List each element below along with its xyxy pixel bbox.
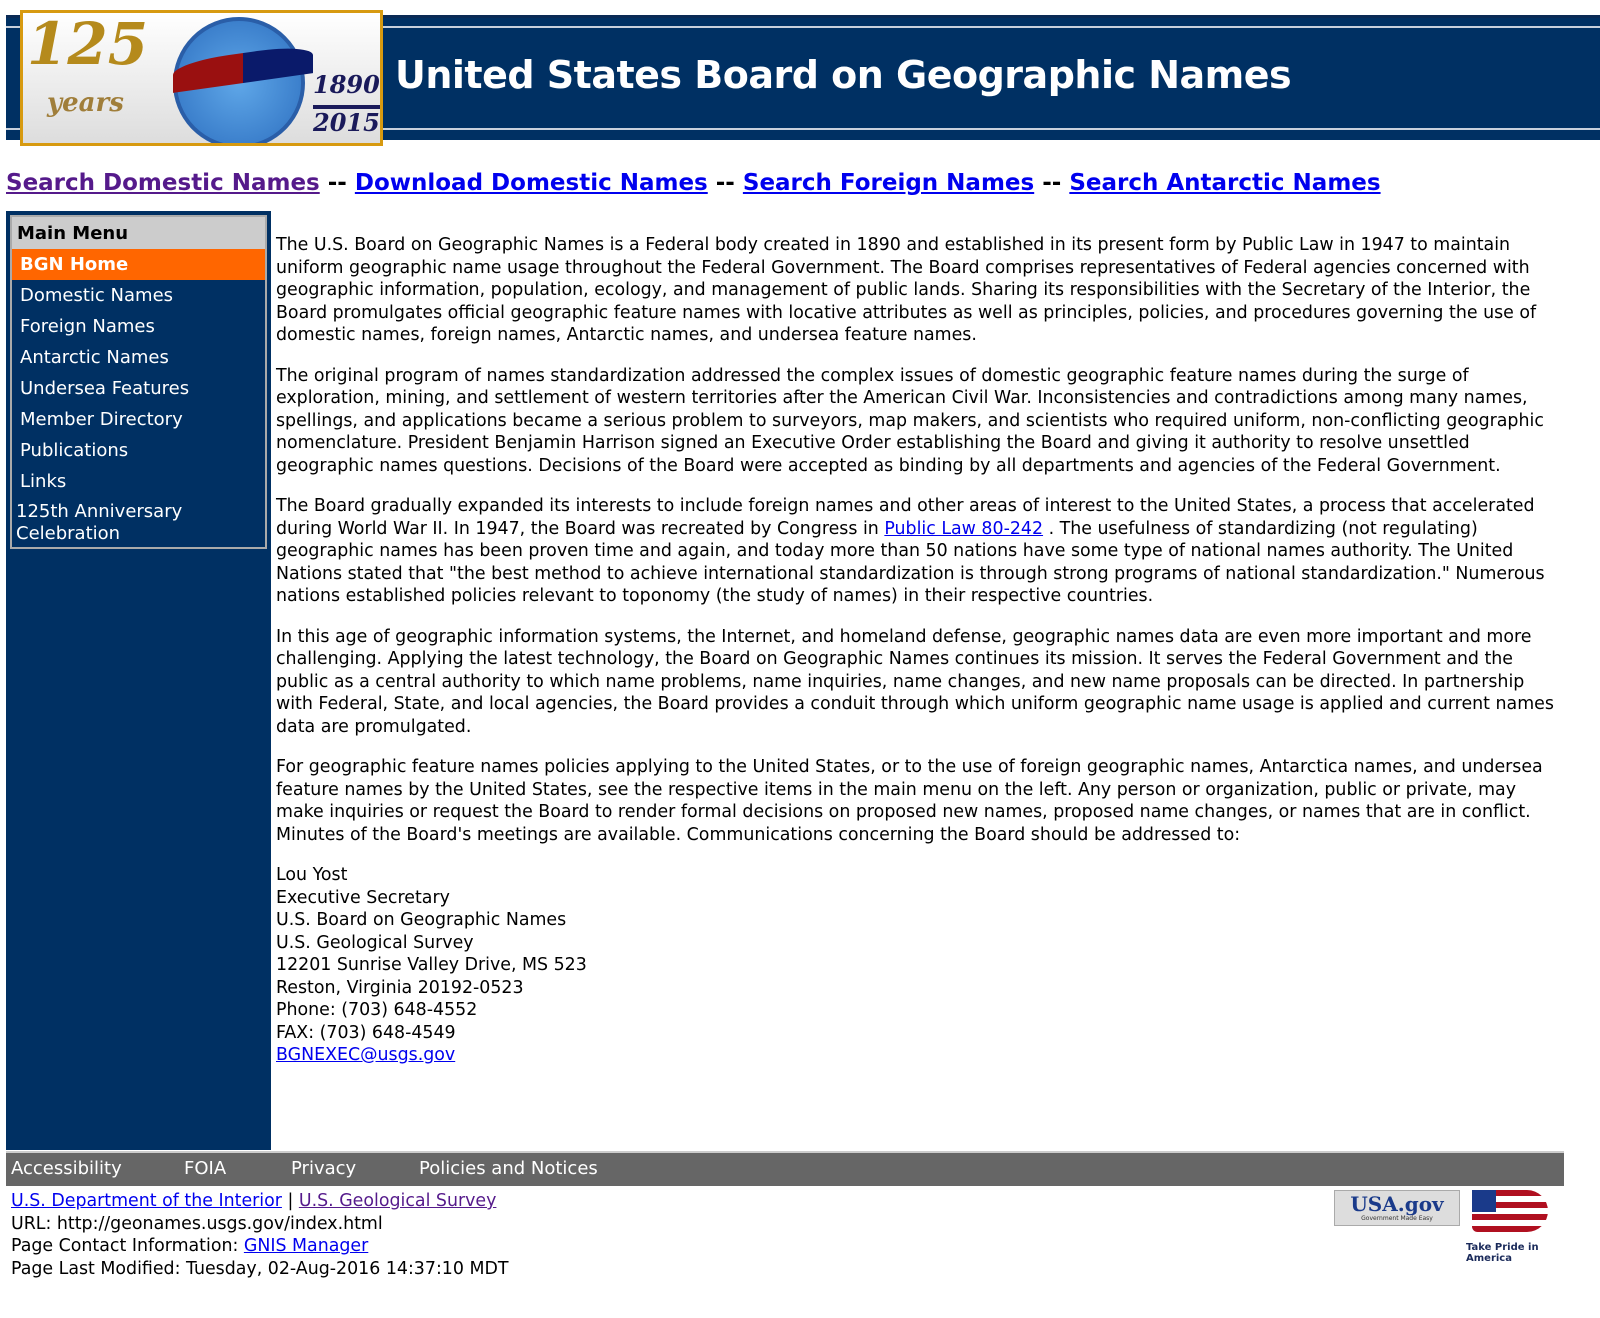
paragraph: The Board gradually expanded its interests to include foreign names and other areas of interest to the United States, a process that accelerated during World War II. In 1947, the Board was recreated by Congress in Public Law 80-242 . The usefulness of standardizing (not regulating) geographic names has been proven time and again, and today more than 50 nations have some type of national names authority. The United Nations stated that "the best method to achieve international standardization is through strong programs of national standardization." Numerous nations established policies relevant to toponomy (the study of names) in their respective countries. [276,496,1545,606]
flag-icon [1472,1190,1548,1232]
site-title: United States Board on Geographic Names [395,53,1292,97]
page-url: URL: http://geonames.usgs.gov/index.html [11,1213,383,1234]
contact-address: Lou Yost Executive Secretary U.S. Board on Geographic Names U.S. Geological Survey 12201 Sunrise Valley Drive, MS 523 Reston, Virginia 20192-0523 Phone: (703) 648-4552 FAX: (703) 648-4549 BGNEXEC@usgs.gov [276,865,587,1065]
footer: U.S. Department of the Interior | U.S. Geological Survey URL: http://geonames.usgs.gov/index.html Page Contact Information: GNIS Manager Page Last Modified: Tuesday, 02-Aug-2016 14:37:10 MDT [11,1191,509,1279]
foia-link[interactable]: FOIA [184,1158,227,1179]
accessibility-link[interactable]: Accessibility [11,1158,122,1179]
public-law-link[interactable]: Public Law 80-242 [884,518,1044,539]
sidebar-item-125th-anniversary[interactable]: 125th Anniversary Celebration [16,501,183,544]
paragraph: For geographic feature names policies applying to the United States, or to the use of foreign geographic names, Antarctica names, and undersea feature names by the United States, see the respective items in the main menu on the left. Any person or organization, public or private, may make inquiries or request the Board to render formal decisions on proposed new names, proposed name changes, or names that are in conflict. Minutes of the Board's meetings are available. Communications concerning the Board should be addressed to: [276,757,1543,845]
sidebar-item-publications[interactable]: Publications [20,440,129,461]
gnis-manager-link[interactable]: GNIS Manager [243,1236,369,1256]
separator: -- [1042,170,1062,196]
usgs-link[interactable]: U.S. Geological Survey [298,1191,497,1211]
bgn-125-years-logo: 125 years 1890 2015 [20,10,383,146]
sidebar-item-antarctic-names[interactable]: Antarctic Names [20,347,169,368]
separator: -- [715,170,735,196]
paragraph: In this age of geographic information systems, the Internet, and homeland defense, geographic names data are even more important and more challenging. Applying the latest technology, the Board on Geographic Names continues its mission. It serves the Federal Government and the public as a central authority to which name problems, name inquiries, name changes, and new name proposals can be directed. In partnership with Federal, State, and local agencies, the Board provides a conduit through which uniform geographic name usage is applied and current names data are promulgated. [276,626,1554,737]
sidebar-item-links[interactable]: Links [20,471,67,492]
search-foreign-names-link[interactable]: Search Foreign Names [742,170,1035,196]
paragraph: The original program of names standardization addressed the complex issues of domestic geographic feature names during the surge of exploration, mining, and settlement of western territories after the American Civil War. Inconsistencies and contradictions among many names, spellings, and applications became a serious problem to surveyors, map makers, and scientists who required uniform, non-conflicting geographic nomenclature. President Benjamin Harrison signed an Executive Order establishing the Board and giving it authority to resolve unsettled geographic names questions. Decisions of the Board were accepted as binding by all departments and agencies of the Federal Government. [276,365,1544,476]
main-menu-heading: Main Menu [12,217,265,249]
main-content [276,234,1561,1067]
sidebar-item-member-directory[interactable]: Member Directory [20,409,183,430]
sidebar [6,211,271,1150]
sidebar-item-undersea-features[interactable]: Undersea Features [20,378,190,399]
doi-link[interactable]: U.S. Department of the Interior [11,1191,282,1211]
main-menu [10,215,267,549]
take-pride-in-america-logo[interactable]: Take Pride in America [1466,1190,1550,1272]
privacy-link[interactable]: Privacy [291,1158,357,1179]
search-antarctic-names-link[interactable]: Search Antarctic Names [1069,170,1381,196]
footer-bar [6,1151,1564,1186]
usa-gov-logo[interactable]: USA.gov Government Made Easy [1334,1190,1460,1226]
download-domestic-names-link[interactable]: Download Domestic Names [354,170,708,196]
paragraph: The U.S. Board on Geographic Names is a Federal body created in 1890 and established in its present form by Public Law in 1947 to maintain uniform geographic name usage throughout the Federal Government. The Board comprises representatives of Federal agencies concerned with geographic information, population, ecology, and management of public lands. Sharing its responsibilities with the Secretary of the Interior, the Board promulgates official geographic feature names with locative attributes as well as principles, policies, and procedures governing the use of domestic names, foreign names, Antarctic names, and undersea feature names. [276,235,1537,345]
sidebar-item-foreign-names[interactable]: Foreign Names [20,316,155,337]
policies-and-notices-link[interactable]: Policies and Notices [419,1158,598,1179]
usa-gov-tagline: Government Made Easy [1361,1215,1433,1222]
sidebar-item-domestic-names[interactable]: Domestic Names [20,285,174,306]
separator: -- [327,170,347,196]
email-link[interactable]: BGNEXEC@usgs.gov [276,1045,456,1065]
last-modified: Page Last Modified: Tuesday, 02-Aug-2016 14:37:10 MDT [11,1258,509,1279]
top-nav [6,170,1381,196]
sidebar-item-bgn-home[interactable]: BGN Home [12,249,265,280]
search-domestic-names-link[interactable]: Search Domestic Names [6,170,320,196]
